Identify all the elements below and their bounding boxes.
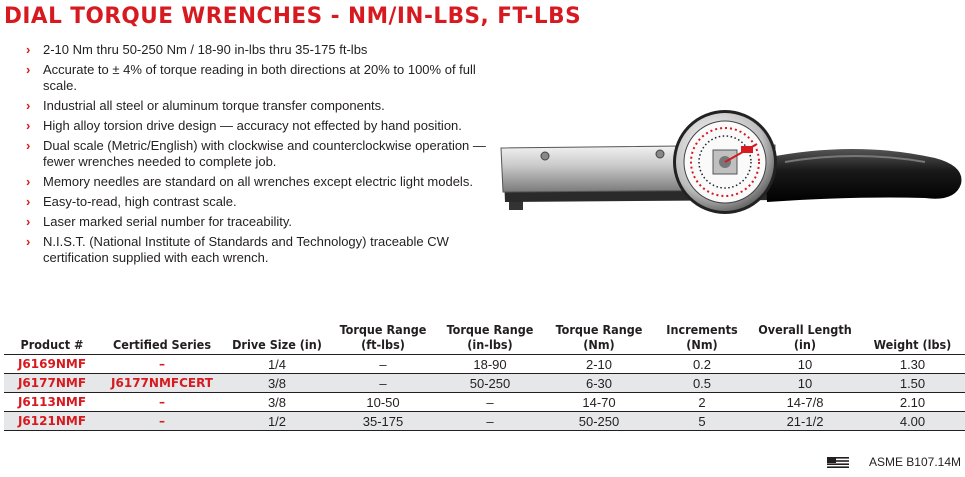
feature-item bbox=[26, 214, 496, 230]
feature-item bbox=[26, 174, 496, 190]
standard-label: ASME B107.14M bbox=[868, 455, 961, 469]
feature-text: Laser marked serial number for traceability. bbox=[43, 214, 293, 229]
overall-length: 14-7/8 bbox=[750, 393, 860, 412]
chevron-right-icon: › bbox=[26, 194, 31, 209]
chevron-right-icon: › bbox=[26, 234, 31, 249]
overall-length: 10 bbox=[750, 374, 860, 393]
chevron-right-icon: › bbox=[26, 214, 31, 229]
header-inlbs: Torque Range (in-lbs) bbox=[436, 322, 544, 355]
feature-list bbox=[26, 42, 496, 270]
feature-text: High alloy torsion drive design — accuracy not effected by hand position. bbox=[43, 118, 462, 133]
torque-nm: 14-70 bbox=[544, 393, 654, 412]
weight: 4.00 bbox=[860, 412, 965, 431]
torque-inlbs: – bbox=[436, 393, 544, 412]
increments: 5 bbox=[654, 412, 750, 431]
chevron-right-icon: › bbox=[26, 118, 31, 133]
increments: 0.2 bbox=[654, 355, 750, 374]
feature-item bbox=[26, 194, 496, 210]
chevron-right-icon: › bbox=[26, 62, 31, 77]
torque-ftlbs: – bbox=[330, 374, 436, 393]
feature-text: 2-10 Nm thru 50-250 Nm / 18-90 in-lbs thru 35-175 ft-lbs bbox=[43, 42, 368, 57]
specification-table bbox=[4, 322, 965, 431]
weight: 1.30 bbox=[860, 355, 965, 374]
header-drive: Drive Size (in) bbox=[224, 322, 330, 355]
feature-item bbox=[26, 42, 496, 58]
feature-item bbox=[26, 234, 496, 266]
certified-series: – bbox=[100, 393, 224, 412]
feature-item bbox=[26, 118, 496, 134]
torque-inlbs: 50-250 bbox=[436, 374, 544, 393]
certified-series: – bbox=[100, 412, 224, 431]
table-row bbox=[4, 412, 965, 431]
torque-nm: 6-30 bbox=[544, 374, 654, 393]
table-row bbox=[4, 374, 965, 393]
increments: 0.5 bbox=[654, 374, 750, 393]
drive-size: 1/4 bbox=[224, 355, 330, 374]
product-number: J6121NMF bbox=[4, 412, 100, 431]
torque-inlbs: 18-90 bbox=[436, 355, 544, 374]
weight: 1.50 bbox=[860, 374, 965, 393]
product-number: J6169NMF bbox=[4, 355, 100, 374]
torque-ftlbs: – bbox=[330, 355, 436, 374]
feature-text: N.I.S.T. (National Institute of Standards and Technology) traceable CW certification supplied with each wrench. bbox=[43, 234, 449, 265]
chevron-right-icon: › bbox=[26, 42, 31, 57]
certified-series: – bbox=[100, 355, 224, 374]
header-weight: Weight (lbs) bbox=[860, 322, 965, 355]
torque-ftlbs: 10-50 bbox=[330, 393, 436, 412]
us-flag-icon bbox=[827, 457, 849, 468]
footer bbox=[827, 455, 961, 469]
drive-size: 3/8 bbox=[224, 374, 330, 393]
feature-text: Memory needles are standard on all wrenches except electric light models. bbox=[43, 174, 473, 189]
weight: 2.10 bbox=[860, 393, 965, 412]
header-certified: Certified Series bbox=[100, 322, 224, 355]
increments: 2 bbox=[654, 393, 750, 412]
drive-size: 1/2 bbox=[224, 412, 330, 431]
table-row bbox=[4, 355, 965, 374]
feature-item bbox=[26, 98, 496, 114]
feature-text: Industrial all steel or aluminum torque transfer components. bbox=[43, 98, 385, 113]
chevron-right-icon: › bbox=[26, 138, 31, 153]
chevron-right-icon: › bbox=[26, 174, 31, 189]
drive-size: 3/8 bbox=[224, 393, 330, 412]
table-row bbox=[4, 393, 965, 412]
torque-nm: 2-10 bbox=[544, 355, 654, 374]
feature-text: Dual scale (Metric/English) with clockwise and counterclockwise operation — fewer wrenches needed to complete job. bbox=[43, 138, 486, 169]
torque-inlbs: – bbox=[436, 412, 544, 431]
product-number: J6177NMF bbox=[4, 374, 100, 393]
header-increments: Increments (Nm) bbox=[654, 322, 750, 355]
product-number: J6113NMF bbox=[4, 393, 100, 412]
feature-item bbox=[26, 62, 496, 94]
feature-item bbox=[26, 138, 496, 170]
feature-text: Accurate to ± 4% of torque reading in both directions at 20% to 100% of full scale. bbox=[43, 62, 476, 93]
dial-torque-wrench-image bbox=[495, 110, 965, 220]
certified-series: J6177NMFCERT bbox=[100, 374, 224, 393]
overall-length: 10 bbox=[750, 355, 860, 374]
torque-ftlbs: 35-175 bbox=[330, 412, 436, 431]
feature-text: Easy-to-read, high contrast scale. bbox=[43, 194, 237, 209]
header-length: Overall Length (in) bbox=[750, 322, 860, 355]
header-product: Product # bbox=[4, 322, 100, 355]
torque-nm: 50-250 bbox=[544, 412, 654, 431]
overall-length: 21-1/2 bbox=[750, 412, 860, 431]
header-nm: Torque Range (Nm) bbox=[544, 322, 654, 355]
header-ftlbs: Torque Range (ft-lbs) bbox=[330, 322, 436, 355]
table-header-row bbox=[4, 322, 965, 355]
page-title: DIAL TORQUE WRENCHES - NM/IN-LBS, FT-LBS bbox=[4, 4, 582, 29]
chevron-right-icon: › bbox=[26, 98, 31, 113]
